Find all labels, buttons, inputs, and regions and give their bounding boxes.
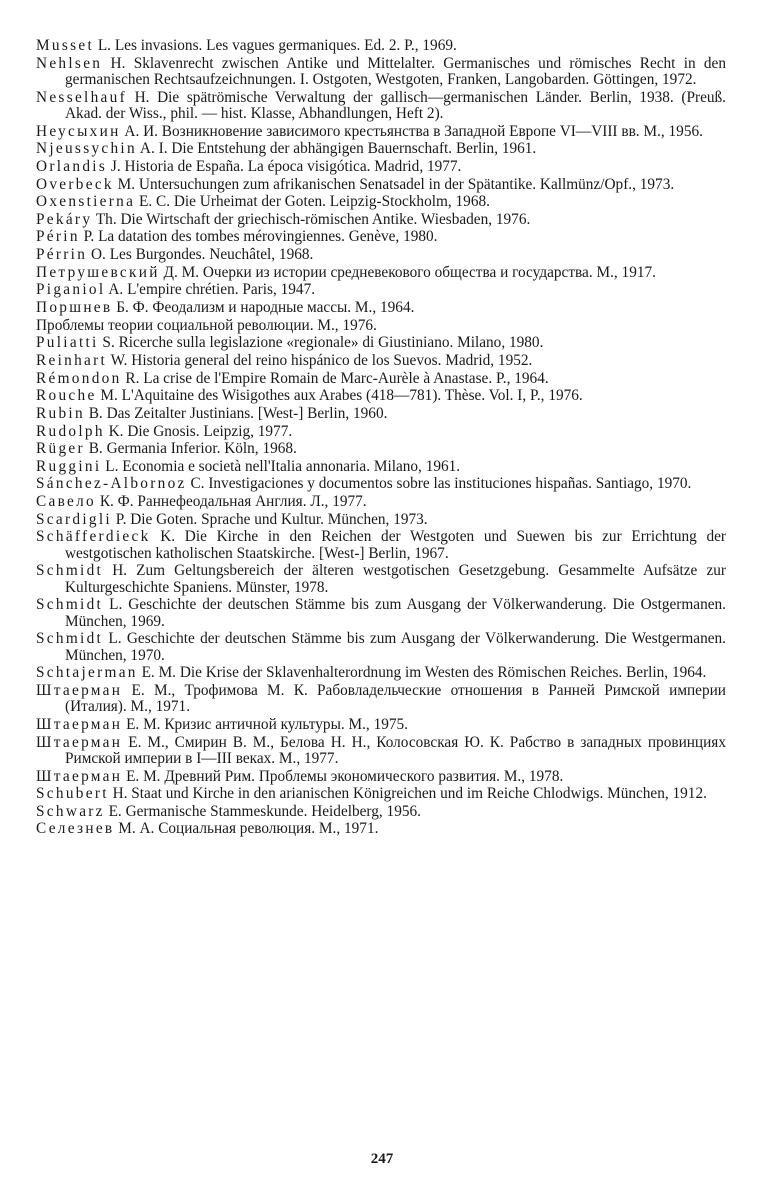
bibliography-entry	[36, 282, 726, 298]
entry-citation: Проблемы теории социальной революции. М., 1976.	[36, 316, 377, 334]
entry-citation: P. La datation des tombes mérovingiennes. Genève, 1980.	[79, 228, 438, 246]
entry-citation: R. La crise de l'Empire Romain de Marc-Aurèle à Anastase. P., 1964.	[121, 369, 549, 387]
entry-author: Rudolph	[36, 422, 105, 440]
entry-author: Njeussychin	[36, 140, 137, 158]
entry-author: Rubin	[36, 404, 85, 422]
bibliography-entry	[36, 631, 726, 664]
entry-citation: L. Les invasions. Les vagues germaniques. Ed. 2. P., 1969.	[94, 37, 457, 54]
entry-author: Pérrin	[36, 246, 88, 264]
entry-citation: L. Geschichte der deutschen Stämme bis zum Ausgang der Völkerwanderung. Die Westgermanen. München, 1970.	[65, 630, 726, 664]
entry-author: Piganiol	[36, 281, 106, 299]
entry-citation: H. Sklavenrecht zwischen Antike und Mittelalter. Germanisches und römisches Recht in den germanischen Rechtsaufzeichnungen. I. Ostgoten, Westgoten, Franken, Langobarden. Göttingen, 1972.	[65, 54, 726, 88]
entry-citation: E. M. Die Krise der Sklavenhalterordnung im Westen des Römischen Reiches. Berlin, 1964.	[137, 664, 707, 682]
bibliography-entry	[36, 229, 726, 245]
entry-author: Scardigli	[36, 510, 112, 528]
bibliography-entry	[36, 804, 726, 820]
entry-citation: H. Zum Geltungsbereich der älteren westgotischen Gesetzgebung. Gesammelte Aufsätze zur Kulturgeschichte Spaniens. Münster, 1978.	[65, 562, 726, 596]
bibliography-entry	[36, 90, 726, 123]
entry-citation: А. И. Возникновение зависимого крестьянства в Западной Европе VI—VIII вв. М., 1956.	[120, 122, 703, 140]
entry-citation: S. Ricerche sulla legislazione «regionale» di Giustiniano. Milano, 1980.	[98, 334, 544, 352]
entry-citation: К. Ф. Раннефеодальная Англия. Л., 1977.	[96, 493, 367, 511]
entry-citation: Д. М. Очерки из истории средневекового общества и государства. М., 1917.	[159, 263, 656, 281]
entry-citation: K. Die Kirche in den Reichen der Westgoten und Suewen bis zur Errichtung der westgotischen katholischen Staatskirche. [West-] Berlin, 1967.	[65, 528, 726, 562]
bibliography-entry	[36, 194, 726, 210]
bibliography-entry	[36, 597, 726, 630]
bibliography-entry	[36, 512, 726, 528]
bibliography-list	[36, 38, 726, 838]
entry-author: Штаерман	[36, 715, 123, 733]
entry-citation: Е. М. Древний Рим. Проблемы экономического развития. М., 1978.	[122, 767, 564, 785]
bibliography-entry	[36, 563, 726, 596]
entry-citation: Е. М. Кризис античной культуры. М., 1975.	[122, 715, 408, 733]
entry-author: Савело	[36, 493, 96, 511]
entry-citation: L. Geschichte der deutschen Stämme bis zum Ausgang der Völkerwanderung. Die Ostgermanen. München, 1969.	[65, 596, 726, 630]
bibliography-entry	[36, 476, 726, 492]
entry-citation: M. L'Aquitaine des Wisigothes aux Arabes (418—781). Thèse. Vol. I, P., 1976.	[96, 387, 583, 405]
bibliography-entry	[36, 247, 726, 263]
bibliography-entry	[36, 769, 726, 785]
entry-citation: Б. Ф. Феодализм и народные массы. М., 1964.	[112, 299, 415, 317]
entry-citation: Th. Die Wirtschaft der griechisch-römischen Antike. Wiesbaden, 1976.	[92, 210, 531, 228]
bibliography-entry	[36, 441, 726, 457]
bibliography-entry	[36, 683, 726, 716]
bibliography-entry	[36, 717, 726, 733]
entry-author: Schmidt	[36, 630, 104, 648]
entry-author: Schubert	[36, 785, 109, 803]
entry-author: Oxenstierna	[36, 193, 136, 211]
entry-citation: E. Germanische Stammeskunde. Heidelberg, 1956.	[104, 802, 421, 820]
entry-author: Rouche	[36, 387, 97, 405]
entry-citation: A. I. Die Entstehung der abhängigen Bauernschaft. Berlin, 1961.	[136, 140, 537, 158]
entry-author: Schwarz	[36, 802, 105, 820]
entry-author: Overbeck	[36, 175, 114, 193]
entry-author: Schmidt	[36, 596, 104, 614]
entry-author: Périn	[36, 228, 80, 246]
bibliography-entry	[36, 177, 726, 193]
bibliography-entry	[36, 212, 726, 228]
entry-author: Musset	[36, 37, 94, 54]
entry-author: Неусыхин	[36, 122, 121, 140]
bibliography-entry	[36, 265, 726, 281]
bibliography-entry	[36, 735, 726, 768]
entry-author: Nesselhauf	[36, 88, 127, 106]
entry-author: Orlandis	[36, 157, 108, 175]
entry-citation: O. Les Burgondes. Neuchâtel, 1968.	[87, 246, 314, 264]
bibliography-entry	[36, 335, 726, 351]
entry-author: Puliatti	[36, 334, 99, 352]
entry-author: Rémondon	[36, 369, 122, 387]
entry-author: Поршнев	[36, 299, 113, 317]
bibliography-entry	[36, 494, 726, 510]
entry-author: Штаерман	[36, 733, 123, 751]
entry-author: Штаерман	[36, 767, 123, 785]
bibliography-entry	[36, 141, 726, 157]
entry-citation: Е. М., Трофимова М. К. Рабовладельческие отношения в Ранней Римской империи (Италия). М., 1971.	[65, 681, 726, 716]
entry-citation: H. Staat und Kirche in den arianischen Königreichen und im Reiche Chlodwigs. München, 1912.	[108, 785, 707, 803]
bibliography-entry	[36, 424, 726, 440]
bibliography-entry	[36, 821, 726, 837]
entry-citation: H. Die spätrömische Verwaltung der gallisch—germanischen Länder. Berlin, 1938. (Preuß. Akad. der Wiss., phil. — hist. Klasse, Abhandlungen, Heft 2).	[65, 88, 726, 122]
page-number: 247	[370, 1151, 394, 1167]
entry-citation: P. Die Goten. Sprache und Kultur. München, 1973.	[111, 510, 428, 528]
entry-citation: L. Economia e società nell'Italia annonaria. Milano, 1961.	[101, 457, 461, 475]
entry-author: Sánchez-Albornoz	[36, 475, 187, 493]
entry-author: Schmidt	[36, 562, 104, 580]
bibliography-entry	[36, 124, 726, 140]
entry-author: Reinhart	[36, 351, 108, 369]
bibliography-entry	[36, 406, 726, 422]
bibliography-entry	[36, 665, 726, 681]
entry-author: Петрушевский	[36, 263, 160, 281]
bibliography-entry	[36, 38, 726, 54]
entry-author: Селезнев	[36, 820, 115, 838]
entry-citation: Е. М., Смирин В. М., Белова Н. Н., Колосовская Ю. К. Рабство в западных провинциях Римской империи в I—III веках. М., 1977.	[65, 733, 726, 767]
entry-citation: A. L'empire chrétien. Paris, 1947.	[105, 281, 316, 299]
bibliography-entry	[36, 786, 726, 802]
entry-author: Rüger	[36, 440, 85, 458]
bibliography-entry	[36, 388, 726, 404]
bibliography-entry	[36, 459, 726, 475]
entry-author: Nehlsen	[36, 54, 103, 72]
entry-citation: W. Historia general del reino hispánico de los Suevos. Madrid, 1952.	[107, 351, 533, 369]
entry-author: Штаерман	[36, 681, 123, 699]
entry-citation: M. Untersuchungen zum afrikanischen Senatsadel in der Spätantike. Kallmünz/Opf., 1973.	[113, 175, 675, 193]
bibliography-entry	[36, 56, 726, 89]
entry-author: Pekáry	[36, 210, 93, 228]
entry-citation: E. C. Die Urheimat der Goten. Leipzig-Stockholm, 1968.	[135, 193, 490, 211]
bibliography-entry	[36, 371, 726, 387]
entry-citation: J. Historia de España. La época visigótica. Madrid, 1977.	[107, 157, 462, 175]
entry-author: Schtajerman	[36, 664, 138, 682]
bibliography-entry	[36, 300, 726, 316]
entry-citation: K. Die Gnosis. Leipzig, 1977.	[104, 422, 293, 440]
entry-citation: C. Investigaciones y documentos sobre las instituciones hispañas. Santiago, 1970.	[186, 475, 692, 493]
bibliography-entry	[36, 353, 726, 369]
entry-citation: B. Germania Inferior. Köln, 1968.	[84, 440, 297, 458]
entry-author: Schäfferdieck	[36, 528, 151, 546]
entry-citation: М. А. Социальная революция. М., 1971.	[114, 820, 379, 838]
entry-author: Ruggini	[36, 457, 102, 475]
bibliography-entry	[36, 159, 726, 175]
bibliography-entry	[36, 529, 726, 562]
bibliography-entry	[36, 318, 726, 334]
entry-citation: B. Das Zeitalter Justinians. [West-] Berlin, 1960.	[84, 404, 388, 422]
